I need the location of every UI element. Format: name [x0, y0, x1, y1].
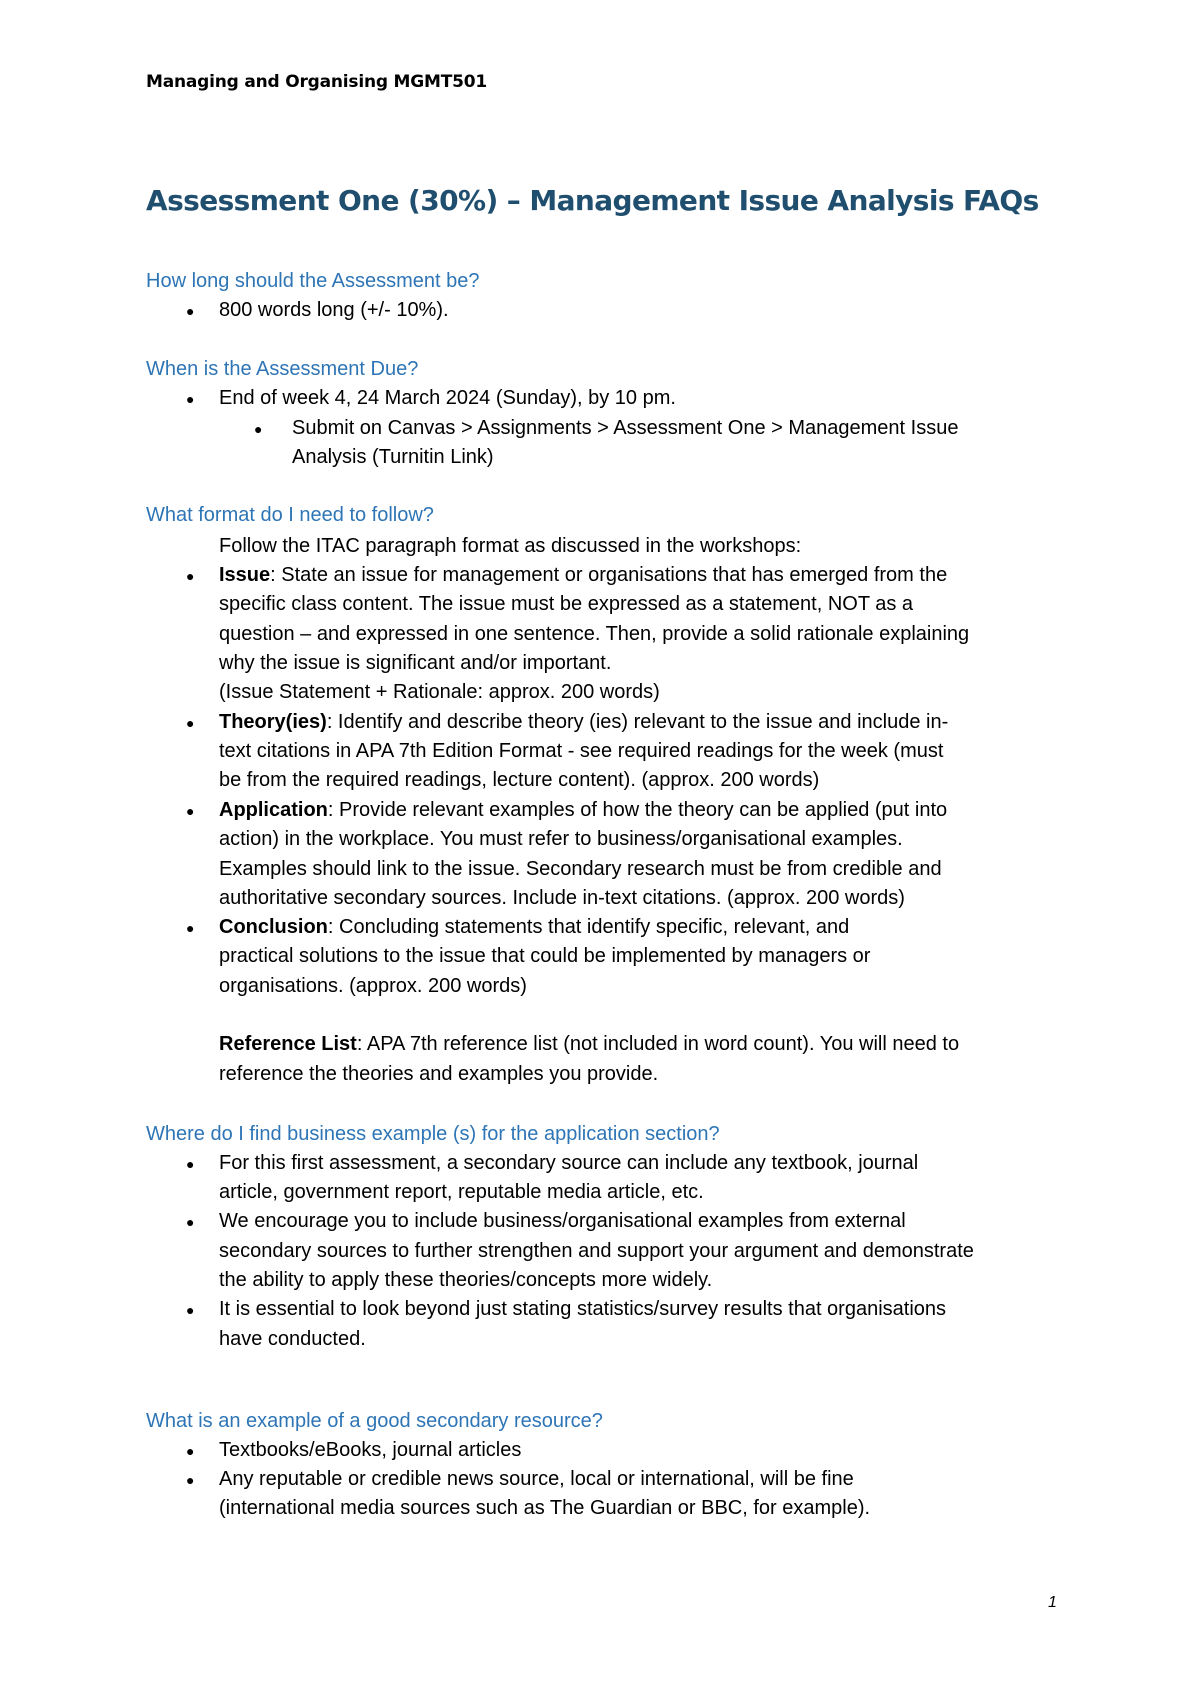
list-item-theory: Theory(ies): Identify and describe theory (ies) relevant to the issue and include in-: [219, 711, 949, 733]
faq-question-format: What format do I need to follow?: [146, 504, 434, 526]
list-item-continuation: practical solutions to the issue that could be implemented by managers or: [219, 945, 871, 967]
bullet-icon: ●: [186, 1443, 195, 1459]
list-item: Any reputable or credible news source, local or international, will be fine: [219, 1468, 854, 1490]
list-item-continuation: action) in the workplace. You must refer to business/organisational examples.: [219, 828, 903, 850]
list-item-continuation: have conducted.: [219, 1328, 366, 1350]
list-item: For this first assessment, a secondary source can include any textbook, journal: [219, 1152, 919, 1174]
list-item-continuation: question – and expressed in one sentence. Then, provide a solid rationale explaining: [219, 623, 970, 645]
theory-label: Theory(ies): [219, 711, 327, 733]
list-item-continuation: secondary sources to further strengthen and support your argument and demonstrate: [219, 1240, 974, 1262]
list-item: Textbooks/eBooks, journal articles: [219, 1439, 522, 1461]
list-item-continuation: article, government report, reputable media article, etc.: [219, 1181, 704, 1203]
list-item-continuation: authoritative secondary sources. Include in-text citations. (approx. 200 words): [219, 887, 905, 909]
list-item-continuation: specific class content. The issue must be expressed as a statement, NOT as a: [219, 593, 914, 615]
format-intro: Follow the ITAC paragraph format as discussed in the workshops:: [219, 535, 802, 557]
conclusion-label: Conclusion: [219, 916, 328, 938]
page-title: Assessment One (30%) – Management Issue Analysis FAQs: [146, 184, 1039, 217]
bullet-icon: ●: [186, 715, 195, 731]
bullet-icon: ●: [186, 920, 195, 936]
list-item-continuation: organisations. (approx. 200 words): [219, 975, 527, 997]
list-item: It is essential to look beyond just stating statistics/survey results that organisations: [219, 1298, 947, 1320]
application-label: Application: [219, 799, 328, 821]
list-item: 800 words long (+/- 10%).: [219, 299, 449, 321]
reference-list-label: Reference List: [219, 1033, 357, 1055]
bullet-icon: ●: [186, 1472, 195, 1488]
bullet-icon: ●: [186, 568, 195, 584]
list-item: We encourage you to include business/organisational examples from external: [219, 1210, 906, 1232]
list-item-continuation: (international media sources such as The Guardian or BBC, for example).: [219, 1497, 871, 1519]
faq-question-due: When is the Assessment Due?: [146, 358, 419, 380]
list-item-continuation: be from the required readings, lecture content). (approx. 200 words): [219, 769, 820, 791]
bullet-icon: ●: [186, 803, 195, 819]
list-item: End of week 4, 24 March 2024 (Sunday), by 10 pm.: [219, 387, 676, 409]
list-item-continuation: text citations in APA 7th Edition Format - see required readings for the week (must: [219, 740, 944, 762]
bullet-icon: ●: [186, 1302, 195, 1318]
list-item-issue: Issue: State an issue for management or organisations that has emerged from the: [219, 564, 948, 586]
list-item-continuation: why the issue is significant and/or important.: [219, 652, 612, 674]
issue-label: Issue: [219, 564, 271, 586]
bullet-icon: ●: [186, 1156, 195, 1172]
faq-question-length: How long should the Assessment be?: [146, 270, 480, 292]
bullet-icon: ●: [186, 391, 195, 407]
bullet-icon: ●: [254, 421, 263, 437]
bullet-icon: ●: [186, 303, 195, 319]
list-item-continuation: the ability to apply these theories/concepts more widely.: [219, 1269, 713, 1291]
page-header: Managing and Organising MGMT501: [146, 72, 488, 92]
list-item-continuation: reference the theories and examples you provide.: [219, 1063, 659, 1085]
reference-list-note: Reference List: APA 7th reference list (not included in word count). You will need to: [219, 1033, 960, 1055]
list-item: Submit on Canvas > Assignments > Assessment One > Management Issue: [292, 417, 959, 439]
bullet-icon: ●: [186, 1214, 195, 1230]
list-item-continuation: Analysis (Turnitin Link): [292, 446, 494, 468]
list-item-conclusion: Conclusion: Concluding statements that identify specific, relevant, and: [219, 916, 850, 938]
page-number: 1: [1048, 1594, 1057, 1611]
faq-question-examples: Where do I find business example (s) for the application section?: [146, 1123, 720, 1145]
list-item-continuation: Examples should link to the issue. Secondary research must be from credible and: [219, 858, 942, 880]
faq-question-resource: What is an example of a good secondary resource?: [146, 1410, 603, 1432]
list-item-application: Application: Provide relevant examples of how the theory can be applied (put into: [219, 799, 948, 821]
list-item-continuation: (Issue Statement + Rationale: approx. 200 words): [219, 681, 660, 703]
